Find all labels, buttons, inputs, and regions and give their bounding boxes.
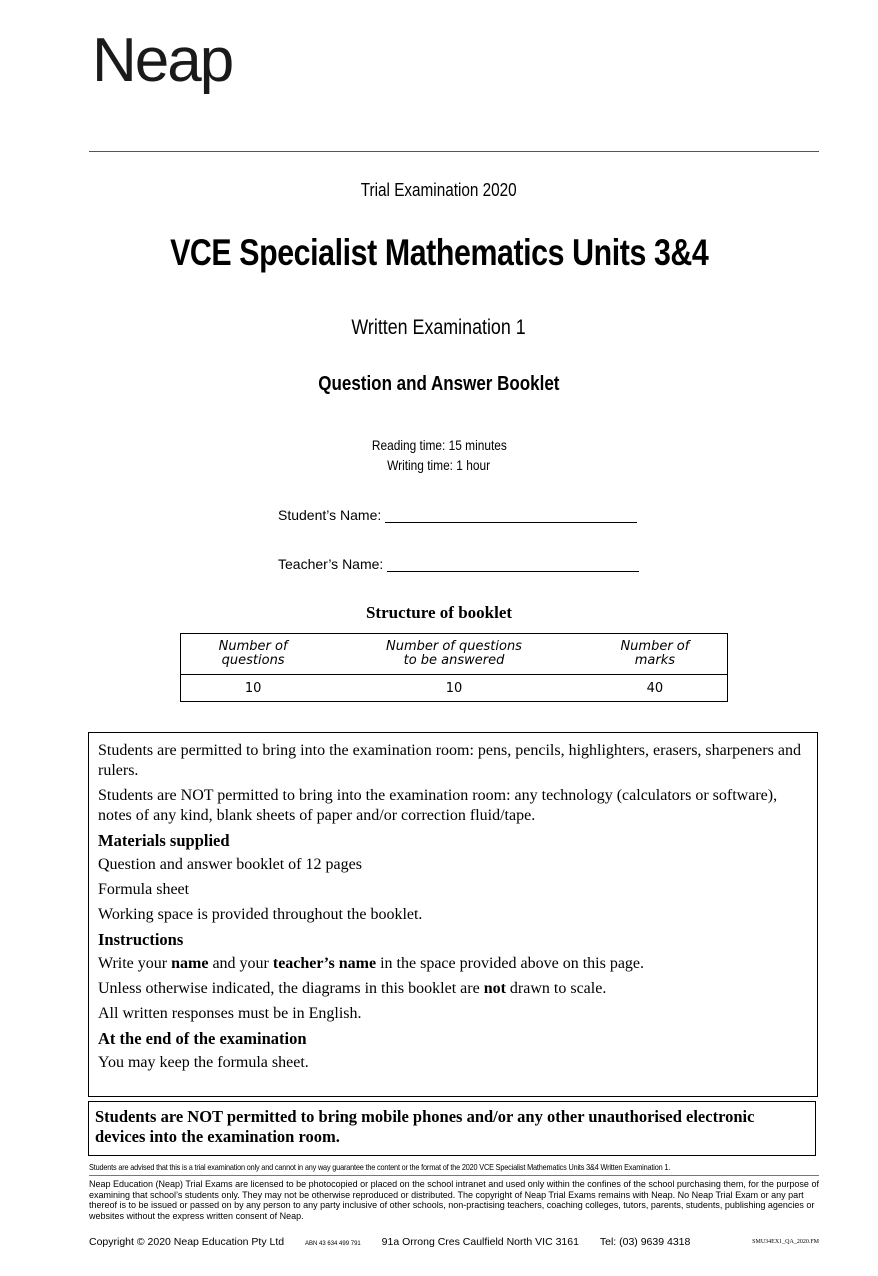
structure-title: Structure of booklet bbox=[365, 603, 513, 622]
reading-time: Reading time: 15 minutes bbox=[371, 437, 507, 453]
abn-text: ABN 43 634 499 791 bbox=[305, 1241, 361, 1247]
permitted-items: Students are permitted to bring into the examination room: pens, pencils, highlighters, erasers, sharpeners and rulers. bbox=[98, 742, 801, 779]
material-item: Working space is provided throughout the booklet. bbox=[98, 906, 423, 923]
instructions-heading: Instructions bbox=[98, 930, 184, 949]
end-text: You may keep the formula sheet. bbox=[98, 1054, 309, 1071]
instruction-item: All written responses must be in English. bbox=[98, 1005, 362, 1022]
page-footer bbox=[89, 1236, 819, 1248]
cell-questions: 10 bbox=[181, 675, 326, 702]
cell-answered: 10 bbox=[325, 675, 583, 702]
end-heading: At the end of the examination bbox=[98, 1029, 307, 1048]
student-name-label: Student’s Name: bbox=[278, 507, 382, 523]
student-name-field[interactable] bbox=[278, 507, 637, 523]
trial-disclaimer: Students are advised that this is a trial examination only and cannot in any way guarantee the content or the format of the 2020 VCE Specialist Mathematics Units 3&4 Written Examination 1. bbox=[89, 1162, 819, 1176]
exam-trial-label: Trial Examination 2020 bbox=[361, 180, 517, 200]
col-header-answered: Number of questions to be answered bbox=[325, 634, 583, 675]
exam-subtitle: Written Examination 1 bbox=[351, 316, 527, 339]
mobile-phone-warning: Students are NOT permitted to bring mobile phones and/or any other unauthorised electronic devices into the examination room. bbox=[88, 1101, 816, 1156]
structure-value-row bbox=[181, 675, 728, 702]
col-header-marks: Number of marks bbox=[583, 634, 728, 675]
page-title: VCE Specialist Mathematics Units 3&4 bbox=[169, 232, 709, 273]
material-item: Formula sheet bbox=[98, 881, 190, 898]
student-name-line[interactable] bbox=[385, 508, 637, 523]
material-item: Question and answer booklet of 12 pages bbox=[98, 856, 362, 873]
writing-time: Writing time: 1 hour bbox=[387, 457, 491, 473]
exam-times bbox=[0, 435, 878, 475]
header-divider bbox=[89, 151, 819, 152]
teacher-name-line[interactable] bbox=[387, 557, 639, 572]
cell-marks: 40 bbox=[583, 675, 728, 702]
license-notice: Neap Education (Neap) Trial Exams are licensed to be photocopied or placed on the school intranet and used only within the confines of the school purchasing them, for the purpose of examining that school’s students only. They may not be otherwise reproduced or distributed. The copyright of Neap Trial Exams remains with Neap. No Neap Trial Exam or any part thereof is to be issued or passed on by any person to any party inclusive of other schools, non-practising teachers, coaching colleges, tutors, parents, students, publishing agencies or websites without the express written consent of Neap. bbox=[89, 1179, 819, 1221]
neap-logo: Neap bbox=[92, 26, 233, 95]
instructions-box bbox=[88, 732, 818, 1097]
teacher-name-label: Teacher’s Name: bbox=[278, 556, 384, 572]
address-text: 91a Orrong Cres Caulfield North VIC 3161 bbox=[381, 1236, 579, 1248]
teacher-name-field[interactable] bbox=[278, 556, 639, 572]
phone-text: Tel: (03) 9639 4318 bbox=[599, 1236, 691, 1248]
instruction-item: Unless otherwise indicated, the diagrams in this booklet are not drawn to scale. bbox=[98, 980, 607, 997]
document-code: SMU34EX1_QA_2020.FM bbox=[752, 1239, 819, 1245]
structure-table bbox=[180, 633, 728, 702]
materials-heading: Materials supplied bbox=[98, 831, 230, 850]
structure-header-row bbox=[181, 634, 728, 675]
col-header-questions: Number of questions bbox=[181, 634, 326, 675]
not-permitted-items: Students are NOT permitted to bring into the examination room: any technology (calculators or software), notes of any kind, blank sheets of paper and/or correction fluid/tape. bbox=[98, 787, 778, 824]
booklet-title: Question and Answer Booklet bbox=[318, 373, 560, 395]
copyright-text: Copyright © 2020 Neap Education Pty Ltd bbox=[89, 1236, 285, 1248]
instruction-item: Write your name and your teacher’s name in the space provided above on this page. bbox=[98, 955, 645, 972]
